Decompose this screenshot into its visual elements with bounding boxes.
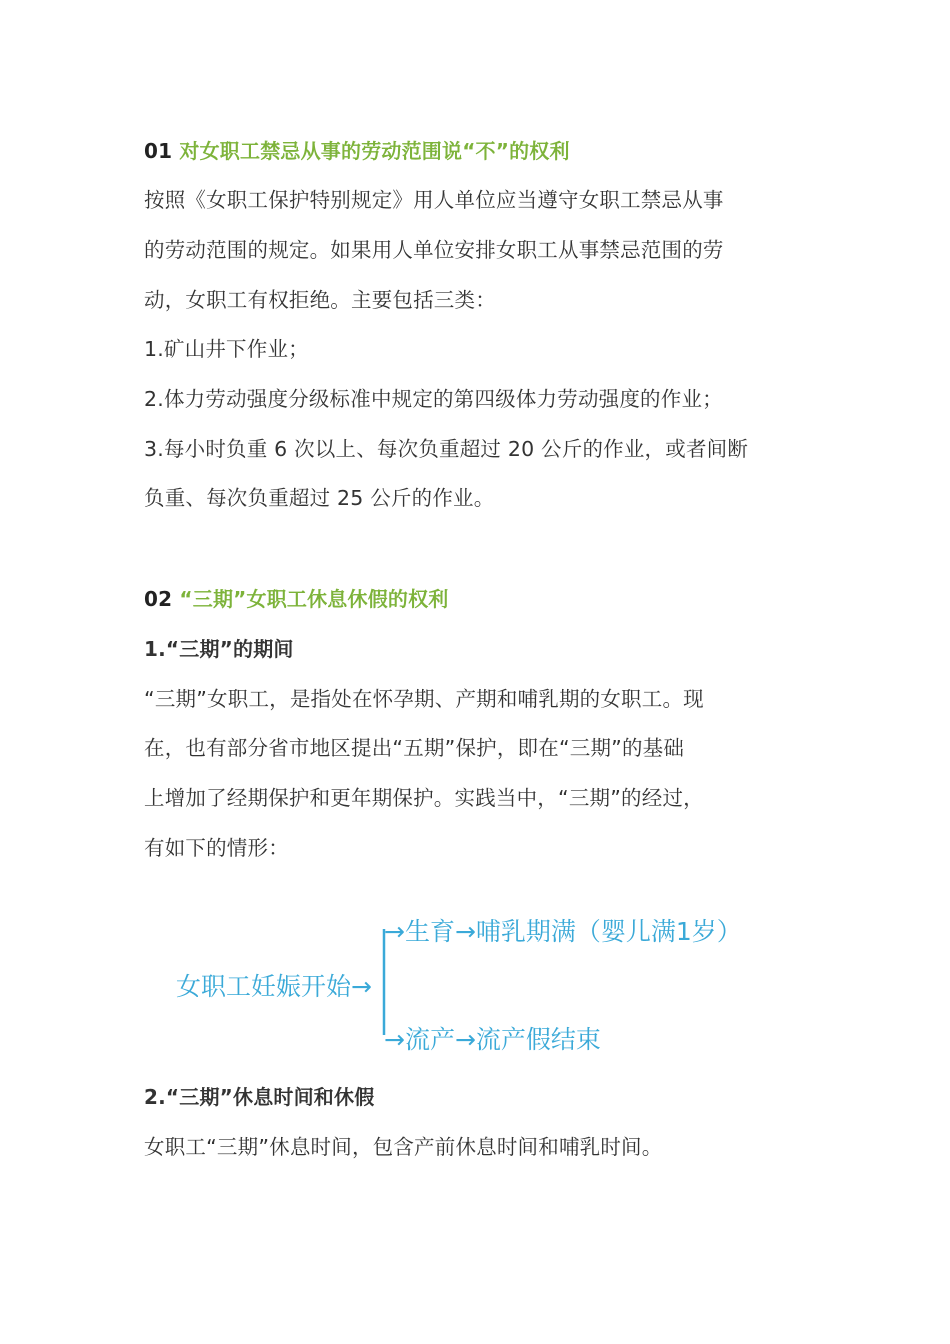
diagram-branch-bottom-label: →流产→流产假结束 xyxy=(384,1025,601,1054)
section1-item-3-line-2: 负重、每次负重超过 25 公斤的作业。 xyxy=(144,486,495,510)
section1-number: 01 xyxy=(144,139,173,163)
diagram-branch-top-label: →生育→哺乳期满（婴儿满1岁） xyxy=(384,917,742,946)
section2-sub1-line-3: 上增加了经期保护和更年期保护。实践当中，“三期”的经过， xyxy=(144,786,704,810)
section2-sub2-heading: 2.“三期”休息时间和休假 xyxy=(144,1085,375,1109)
section2-sub1-line-1: “三期”女职工，是指处在怀孕期、产期和哺乳期的女职工。现 xyxy=(144,687,704,711)
section1-title: 对女职工禁忌从事的劳动范围说“不”的权利 xyxy=(179,139,570,163)
section2-sub1-line-4: 有如下的情形： xyxy=(144,836,289,860)
section2-sub1-line-2: 在，也有部分省市地区提出“五期”保护，即在“三期”的基础 xyxy=(144,736,685,760)
section1-paragraph-line-3: 动，女职工有权拒绝。主要包括三类： xyxy=(144,288,496,312)
section1-item-1: 1.矿山井下作业； xyxy=(144,337,309,361)
section2-sub1-heading: 1.“三期”的期间 xyxy=(144,637,294,661)
pregnancy-flow-diagram xyxy=(172,905,792,1065)
section1-paragraph-line-2: 的劳动范围的规定。如果用人单位安排女职工从事禁忌范围的劳 xyxy=(144,238,724,262)
section2-sub2-line-1: 女职工“三期”休息时间，包含产前休息时间和哺乳时间。 xyxy=(144,1135,663,1159)
section1-item-2: 2.体力劳动强度分级标准中规定的第四级体力劳动强度的作业； xyxy=(144,387,723,411)
section1-item-3-line-1: 3.每小时负重 6 次以上、每次负重超过 20 公斤的作业，或者间断 xyxy=(144,437,749,461)
section2-title: “三期”女职工休息休假的权利 xyxy=(179,587,449,611)
section2-number: 02 xyxy=(144,587,173,611)
section1-paragraph-line-1: 按照《女职工保护特别规定》用人单位应当遵守女职工禁忌从事 xyxy=(144,188,724,212)
section1-heading xyxy=(144,136,570,166)
section2-heading xyxy=(144,584,449,614)
diagram-start-label: 女职工妊娠开始→ xyxy=(176,972,372,1001)
